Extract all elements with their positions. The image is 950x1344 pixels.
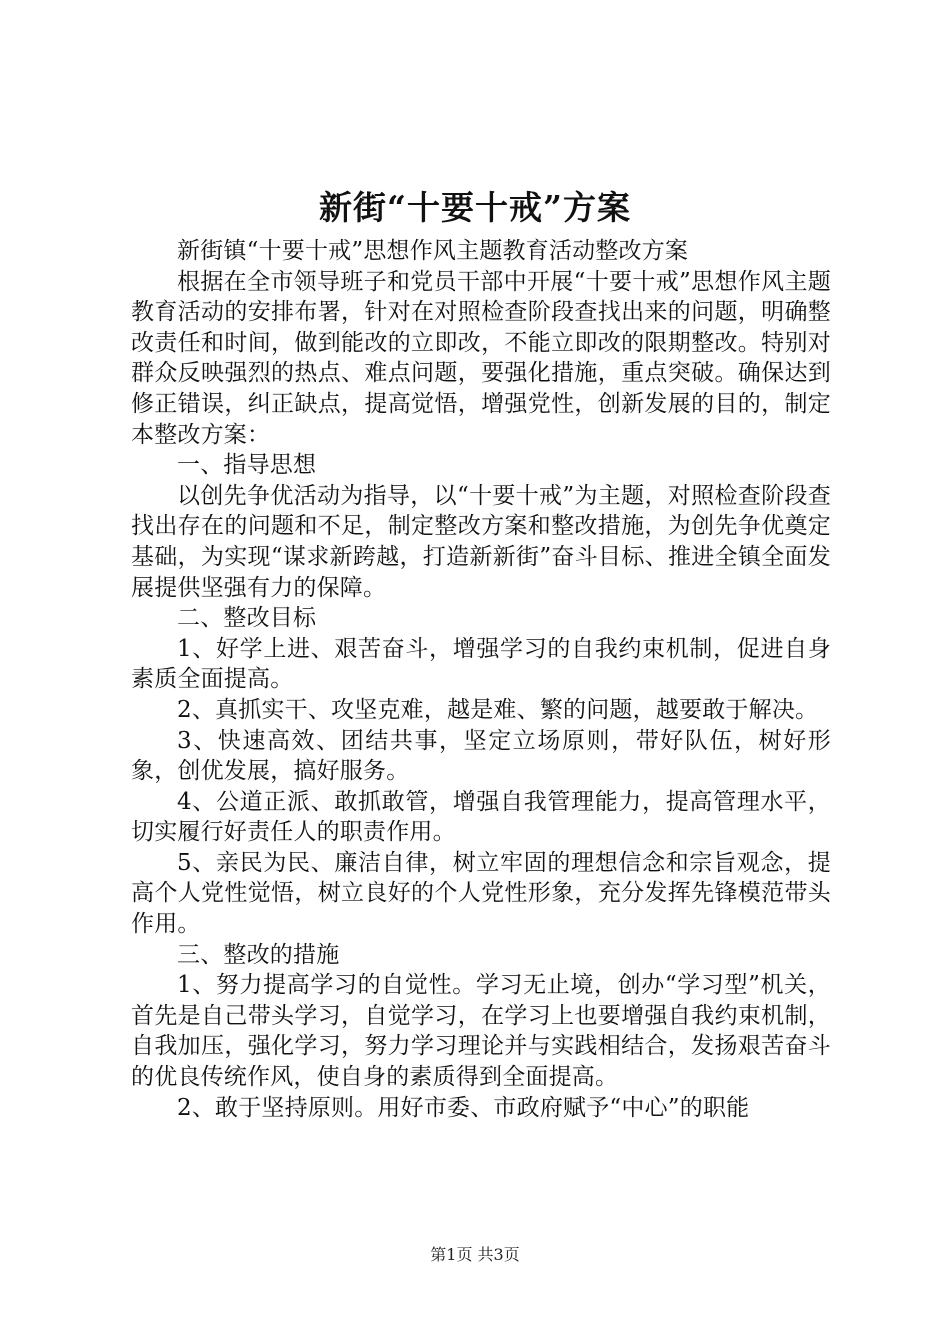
paragraph-goal-5: 5、亲民为民、廉洁自律，树立牢固的理想信念和宗旨观念，提高个人党性觉悟，树立良好的个人党性形象，充分发挥先锋模范带头作用。 [131,849,831,938]
section-heading-measures: 三、整改的措施 [177,941,340,968]
paragraph-intro: 根据在全市领导班子和党员干部中开展“十要十戒”思想作风主题教育活动的安排布署，针对在对照检查阶段查找出来的问题，明确整改责任和时间，做到能改的立即改，不能立即改的限期整改。特别对群众反映强烈的热点、难点问题，要强化措施，重点突破。确保达到修正错误，纠正缺点，提高觉悟，增强党性，创新发展的目的，制定本整改方案： [131,268,831,448]
paragraph-goal-1: 1、好学上进、艰苦奋斗，增强学习的自我约束机制，促进自身素质全面提高。 [131,635,831,693]
paragraph-goal-4: 4、公道正派、敢抓敢管，增强自我管理能力，提高管理水平，切实履行好责任人的职责作用。 [131,788,831,846]
paragraph-guiding-thought: 以创先争优活动为指导，以“十要十戒”为主题，对照检查阶段查找出存在的问题和不足，制定整改方案和整改措施，为创先争优奠定基础，为实现“谋求新跨越，打造新新街”奋斗目标、推进全镇全面发展提供坚强有力的保障。 [131,482,831,601]
paragraph-measure-2: 2、敢于坚持原则。用好市委、市政府赋予“中心”的职能 [177,1094,750,1121]
document-body [131,236,831,1123]
page-number-footer: 第1页 共3页 [430,1245,520,1264]
paragraph-measure-1: 1、努力提高学习的自觉性。学习无止境，创办“学习型”机关，首先是自己带头学习，自觉学习，在学习上也要增强自我约束机制，自我加压，强化学习，努力学习理论并与实践相结合，发扬艰苦奋斗的优良传统作风，使自身的素质得到全面提高。 [131,972,831,1091]
section-heading-guiding-thought: 一、指导思想 [177,452,317,479]
paragraph-goal-3: 3、快速高效、团结共事，坚定立场原则，带好队伍，树好形象，创优发展，搞好服务。 [131,727,831,785]
section-heading-goals: 二、整改目标 [177,605,317,632]
paragraph-subtitle: 新街镇“十要十戒”思想作风主题教育活动整改方案 [177,238,689,264]
paragraph-goal-2: 2、真抓实干、攻坚克难，越是难、繁的问题，越要敢于解决。 [177,696,819,723]
document-title: 新街“十要十戒”方案 [319,188,631,227]
